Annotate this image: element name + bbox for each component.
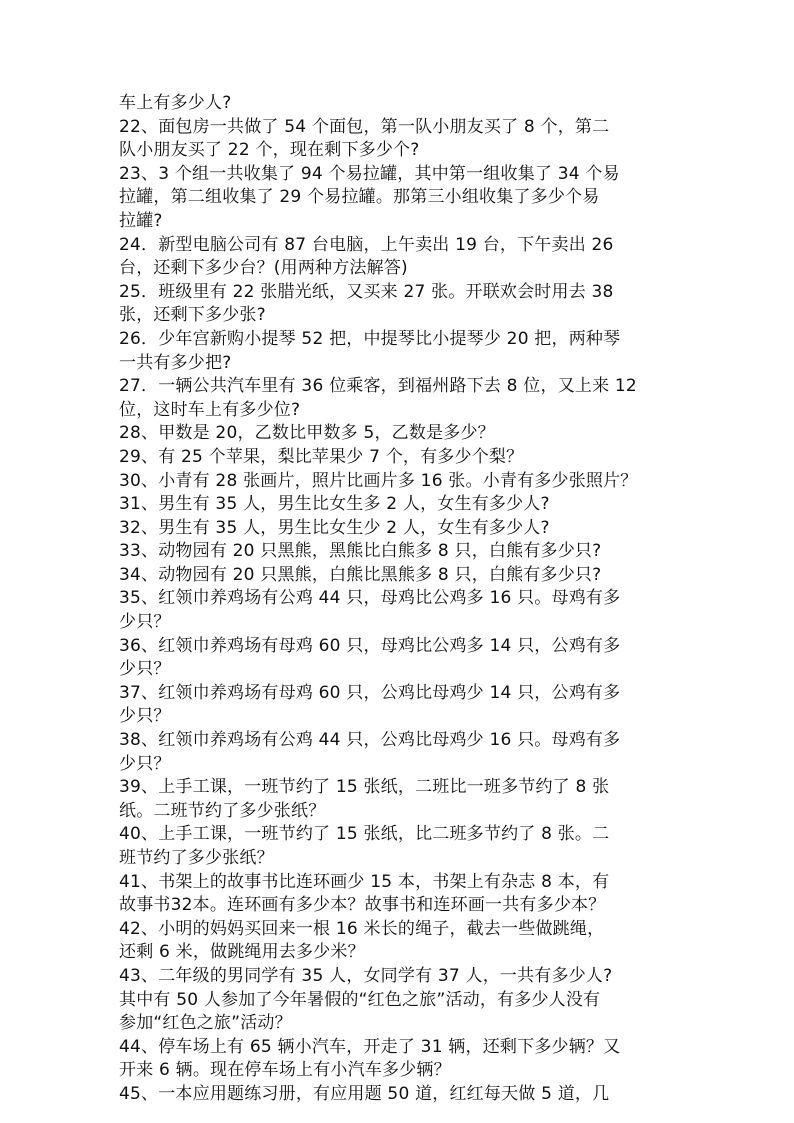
text-line: 位，这时车上有多少位?	[119, 399, 301, 420]
text-line: 张，还剩下多少张?	[119, 305, 266, 326]
text-line: 40、上手工课，一班节约了 15 张纸，比二班多节约了 8 张。二	[119, 824, 610, 845]
text-line: 少只？	[119, 659, 171, 680]
text-line: 43、二年级的男同学有 35 人，女同学有 37 人，一共有多少人?	[119, 965, 613, 986]
text-line: 故事书32本。连环画有多少本？故事书和连环画一共有多少本？	[119, 895, 606, 916]
text-line: 车上有多少人?	[119, 93, 232, 113]
document-body	[119, 92, 679, 1107]
text-line: 44、停车场上有 65 辆小汽车，开走了 31 辆，还剩下多少辆？又	[119, 1036, 621, 1057]
text-line: 少只？	[119, 612, 171, 633]
text-line: 39、上手工课，一班节约了 15 张纸，二班比一班多节约了 8 张	[119, 777, 610, 798]
text-line: 开来 6 辆。现在停车场上有小汽车多少辆？	[119, 1060, 451, 1081]
text-line: 24．新型电脑公司有 87 台电脑，上午卖出 19 台，下午卖出 26	[119, 234, 614, 255]
text-line: 38、红领巾养鸡场有公鸡 44 只，公鸡比母鸡少 16 只。母鸡有多	[119, 730, 621, 751]
text-line: 纸。二班节约了多少张纸？	[119, 800, 326, 821]
text-line: 25．班级里有 22 张腊光纸，又买来 27 张。开联欢会时用去 38	[119, 281, 614, 302]
text-line: 28、甲数是 20，乙数比甲数多 5，乙数是多少？	[119, 423, 495, 444]
text-line: 参加“红色之旅”活动？	[119, 1013, 292, 1034]
text-line: 37、红领巾养鸡场有母鸡 60 只，公鸡比母鸡少 14 只，公鸡有多	[119, 682, 621, 703]
text-line: 42、小明的妈妈买回来一根 16 米长的绳子，截去一些做跳绳，	[119, 918, 605, 939]
text-line: 拉罐，第二组收集了 29 个易拉罐。那第三小组收集了多少个易	[119, 187, 600, 208]
text-line: 29、有 25 个苹果，梨比苹果少 7 个，有多少个梨？	[119, 446, 524, 467]
text-line: 27．一辆公共汽车里有 36 位乘客，到福州路下去 8 位，又上来 12	[119, 376, 637, 397]
text-line: 31、男生有 35 人，男生比女生多 2 人，女生有多少人?	[119, 494, 550, 515]
text-line: 一共有多少把?	[119, 352, 232, 373]
text-line: 33、动物园有 20 只黑熊，黑熊比白熊多 8 只，白熊有多少只?	[119, 541, 602, 562]
text-line: 34、动物园有 20 只黑熊，白熊比黑熊多 8 只，白熊有多少只?	[119, 564, 602, 585]
text-line: 22、面包房一共做了 54 个面包，第一队小朋友买了 8 个，第二	[119, 116, 610, 137]
text-line: 队小朋友买了 22 个，现在剩下多少个?	[119, 140, 420, 161]
text-line: 30、小青有 28 张画片，照片比画片多 16 张。小青有多少张照片？	[119, 470, 638, 491]
text-line: 23、3 个组一共收集了 94 个易拉罐，其中第一组收集了 34 个易	[119, 163, 620, 184]
text-line: 32、男生有 35 人，男生比女生少 2 人，女生有多少人?	[119, 517, 550, 538]
text-line: 还剩 6 米，做跳绳用去多少米？	[119, 942, 365, 963]
text-line: 其中有 50 人参加了今年暑假的“红色之旅”活动，有多少人没有	[119, 989, 601, 1010]
text-line: 少只？	[119, 753, 171, 774]
text-line: 少只？	[119, 706, 171, 727]
text-line: 36、红领巾养鸡场有母鸡 60 只，母鸡比公鸡多 14 只，公鸡有多	[119, 635, 621, 656]
text-line: 45、一本应用题练习册，有应用题 50 道，红红每天做 5 道，几	[119, 1083, 610, 1104]
text-line: 班节约了多少张纸？	[119, 848, 274, 868]
text-line: 41、书架上的故事书比连环画少 15 本，书架上有杂志 8 本，有	[119, 871, 610, 892]
text-line: 台，还剩下多少台？(用两种方法解答)	[119, 258, 408, 279]
text-line: 26．少年宫新购小提琴 52 把，中提琴比小提琴少 20 把，两种琴	[119, 328, 621, 349]
text-line: 35、红领巾养鸡场有公鸡 44 只，母鸡比公鸡多 16 只。母鸡有多	[119, 588, 621, 609]
text-line: 拉罐?	[119, 210, 163, 231]
